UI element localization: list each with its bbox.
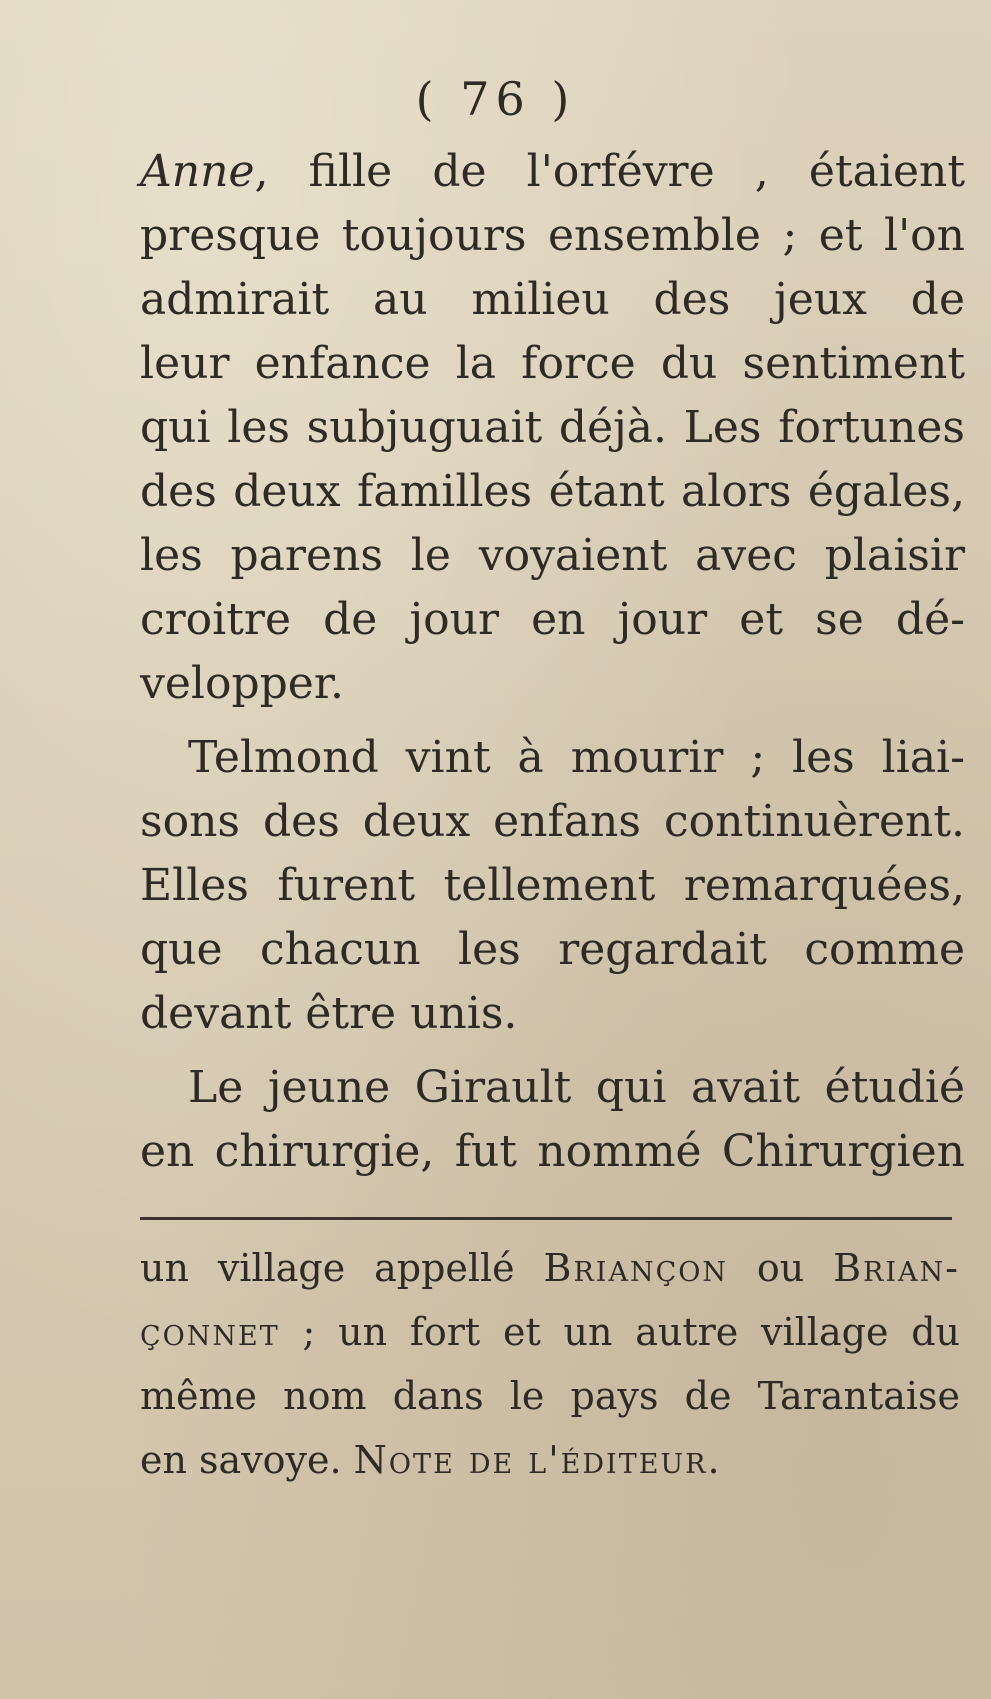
paragraph-2 — [140, 726, 965, 1046]
line-text: , fille de l'orfévre , étaient — [254, 146, 965, 197]
text-line: des deux familles étant alors égales, — [140, 466, 965, 517]
text-line — [140, 140, 965, 204]
body-text — [140, 140, 965, 1184]
text-line: Elles furent tellement remarquées, — [140, 860, 965, 911]
text-line: en chirurgie, fut nommé Chirurgien — [140, 1126, 965, 1177]
text-line: admirait au milieu des jeux de — [140, 274, 965, 325]
paragraph-1 — [140, 140, 965, 716]
place-name-briancon-split: Brian- — [833, 1246, 960, 1290]
text-line: sons des deux enfans continuèrent. — [140, 796, 965, 847]
name-anne: Anne — [140, 146, 255, 197]
text-line: les parens le voyaient avec plaisir — [140, 530, 965, 581]
footnote-divider — [140, 1217, 952, 1220]
footnote-text: ou — [728, 1246, 834, 1290]
text-line: presque toujours ensemble ; et l'on — [140, 210, 965, 261]
text-line: velopper. — [140, 658, 345, 709]
paragraph-3 — [140, 1056, 965, 1184]
text-line: devant être unis. — [140, 988, 518, 1039]
place-name-brianconnet: çonnet — [140, 1310, 280, 1354]
text-line: que chacun les regardait comme — [140, 924, 965, 975]
footnote — [140, 1236, 960, 1492]
text-line: qui les subjuguait déjà. Les fortunes — [140, 402, 965, 453]
text-line: Le jeune Girault qui avait étudié — [188, 1062, 965, 1113]
text-line: leur enfance la force du sentiment — [140, 338, 965, 389]
text-line: Telmond vint à mourir ; les liai- — [188, 732, 965, 783]
editor-note: Note de l'éditeur. — [353, 1438, 722, 1482]
text-line: croitre de jour en jour et se dé- — [140, 594, 965, 645]
footnote-text: un village appellé — [140, 1246, 544, 1290]
page-number: ( 76 ) — [415, 72, 576, 126]
footnote-line — [140, 1236, 960, 1300]
footnote-text: en savoye. — [140, 1438, 354, 1482]
place-name-briancon: Briançon — [543, 1246, 729, 1290]
footnote-line: même nom dans le pays de Tarantaise — [140, 1374, 960, 1418]
footnote-line — [140, 1428, 960, 1492]
footnote-line — [140, 1300, 960, 1364]
footnote-text: ; un fort et un autre village du — [279, 1310, 960, 1354]
